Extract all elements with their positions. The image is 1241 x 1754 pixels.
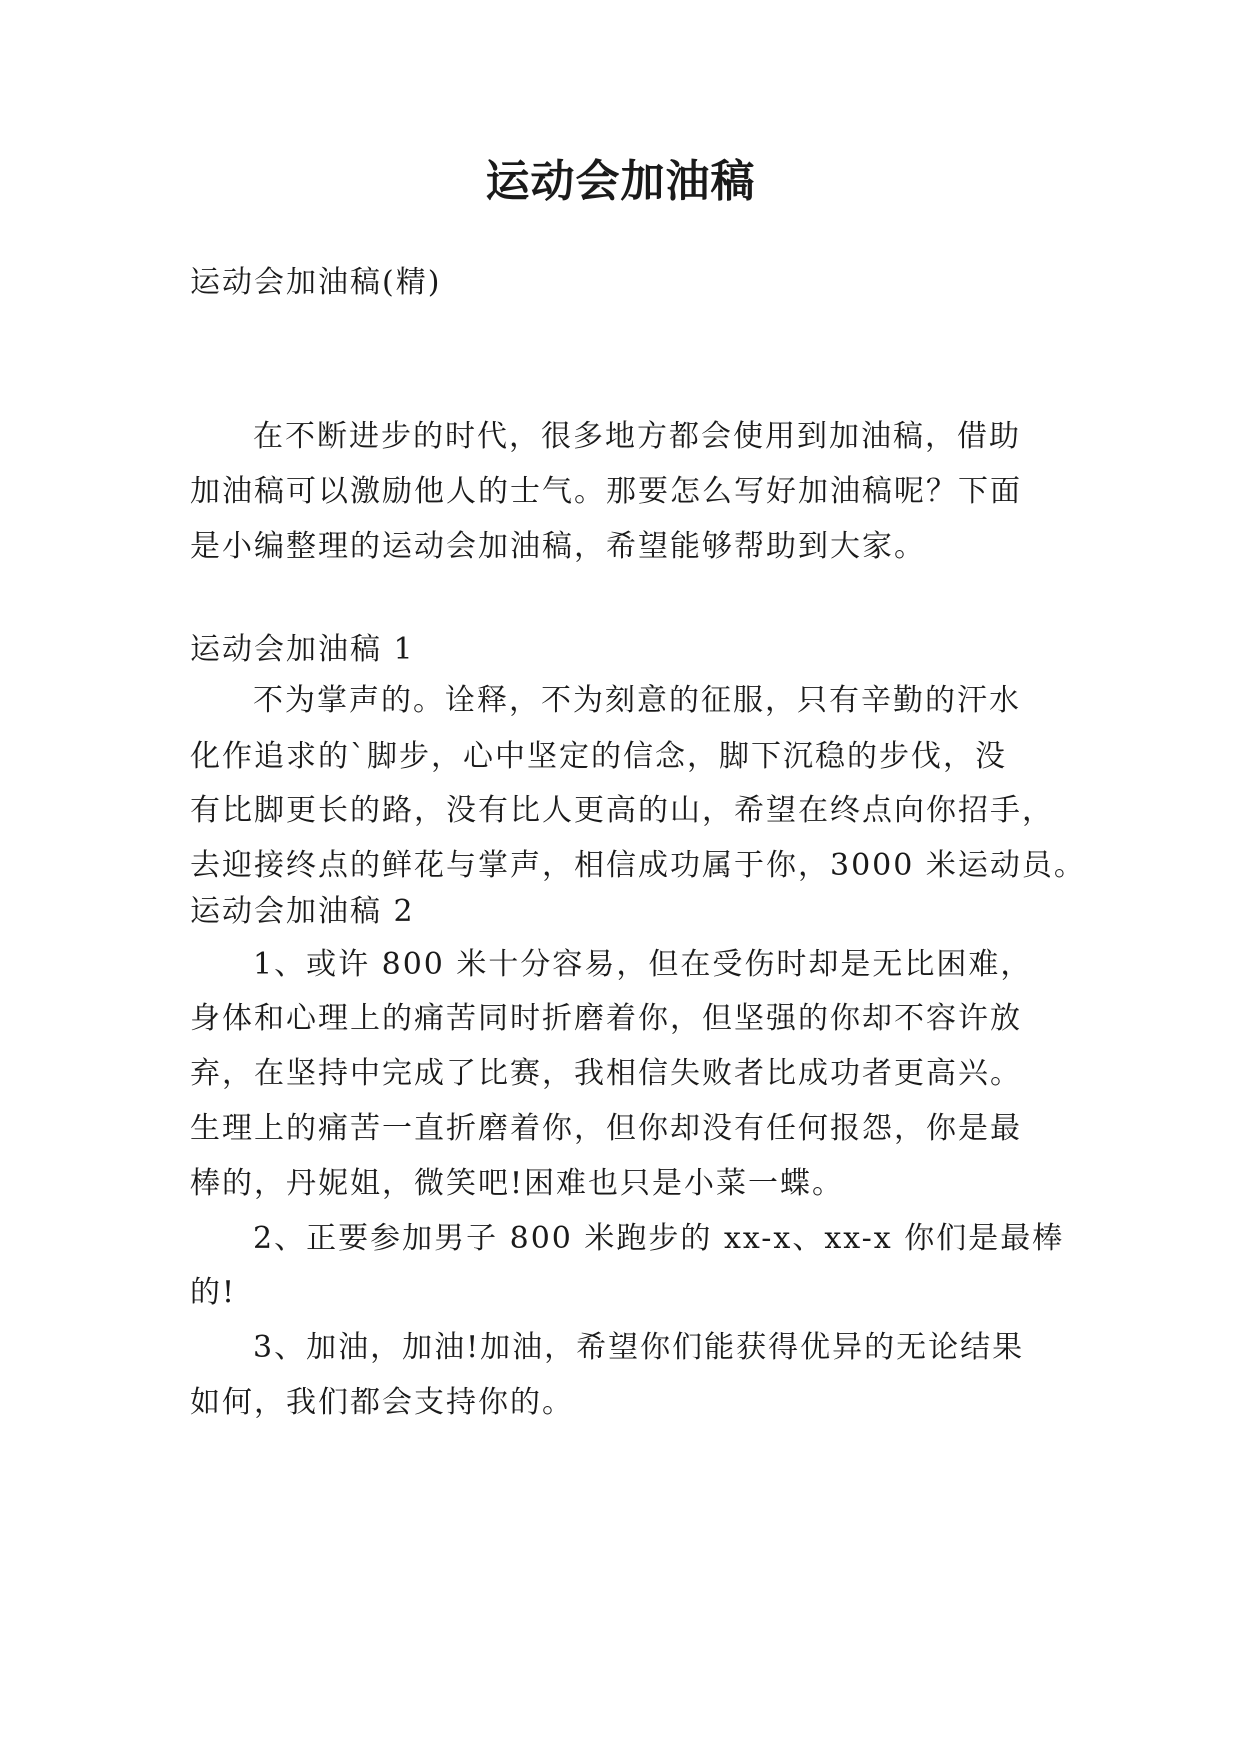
intro-line-2: 加油稿可以激励他人的士气。那要怎么写好加油稿呢？下面 (190, 474, 1022, 509)
section1-line-1: 不为掌声的。诠释，不为刻意的征服，只有辛勤的汗水 (253, 683, 1021, 718)
section1-line-4: 去迎接终点的鲜花与掌声，相信成功属于你，3000 米运动员。 (190, 848, 1086, 883)
intro-line-1: 在不断进步的时代，很多地方都会使用到加油稿，借助 (253, 419, 1021, 454)
section2-line-3: 弃，在坚持中完成了比赛，我相信失败者比成功者更高兴。 (190, 1056, 1022, 1091)
item2-line-1: 2、正要参加男子 800 米跑步的 xx-x、xx-x 你们是最棒 (253, 1221, 1065, 1256)
section-heading-1: 运动会加油稿 1 (190, 632, 415, 667)
section2-line-5: 棒的，丹妮姐，微笑吧!困难也只是小菜一蝶。 (190, 1166, 845, 1201)
section2-line-4: 生理上的痛苦一直折磨着你，但你却没有任何报怨，你是最 (190, 1111, 1022, 1146)
section-heading-2: 运动会加油稿 2 (190, 894, 415, 929)
document-subtitle: 运动会加油稿(精) (190, 265, 442, 300)
document-title: 运动会加油稿 (485, 156, 756, 207)
intro-line-3: 是小编整理的运动会加油稿，希望能够帮助到大家。 (190, 529, 926, 564)
section2-line-2: 身体和心理上的痛苦同时折磨着你，但坚强的你却不容许放 (190, 1001, 1022, 1036)
section2-line-1: 1、或许 800 米十分容易，但在受伤时却是无比困难， (253, 947, 1033, 982)
section1-line-3: 有比脚更长的路，没有比人更高的山，希望在终点向你招手， (190, 793, 1054, 828)
item3-line-2: 如何，我们都会支持你的。 (190, 1385, 574, 1420)
item2-line-2: 的! (190, 1275, 237, 1310)
section1-line-2: 化作追求的`脚步，心中坚定的信念，脚下沉稳的步伐，没 (190, 739, 1007, 774)
item3-line-1: 3、加油，加油!加油，希望你们能获得优异的无论结果 (253, 1330, 1025, 1365)
